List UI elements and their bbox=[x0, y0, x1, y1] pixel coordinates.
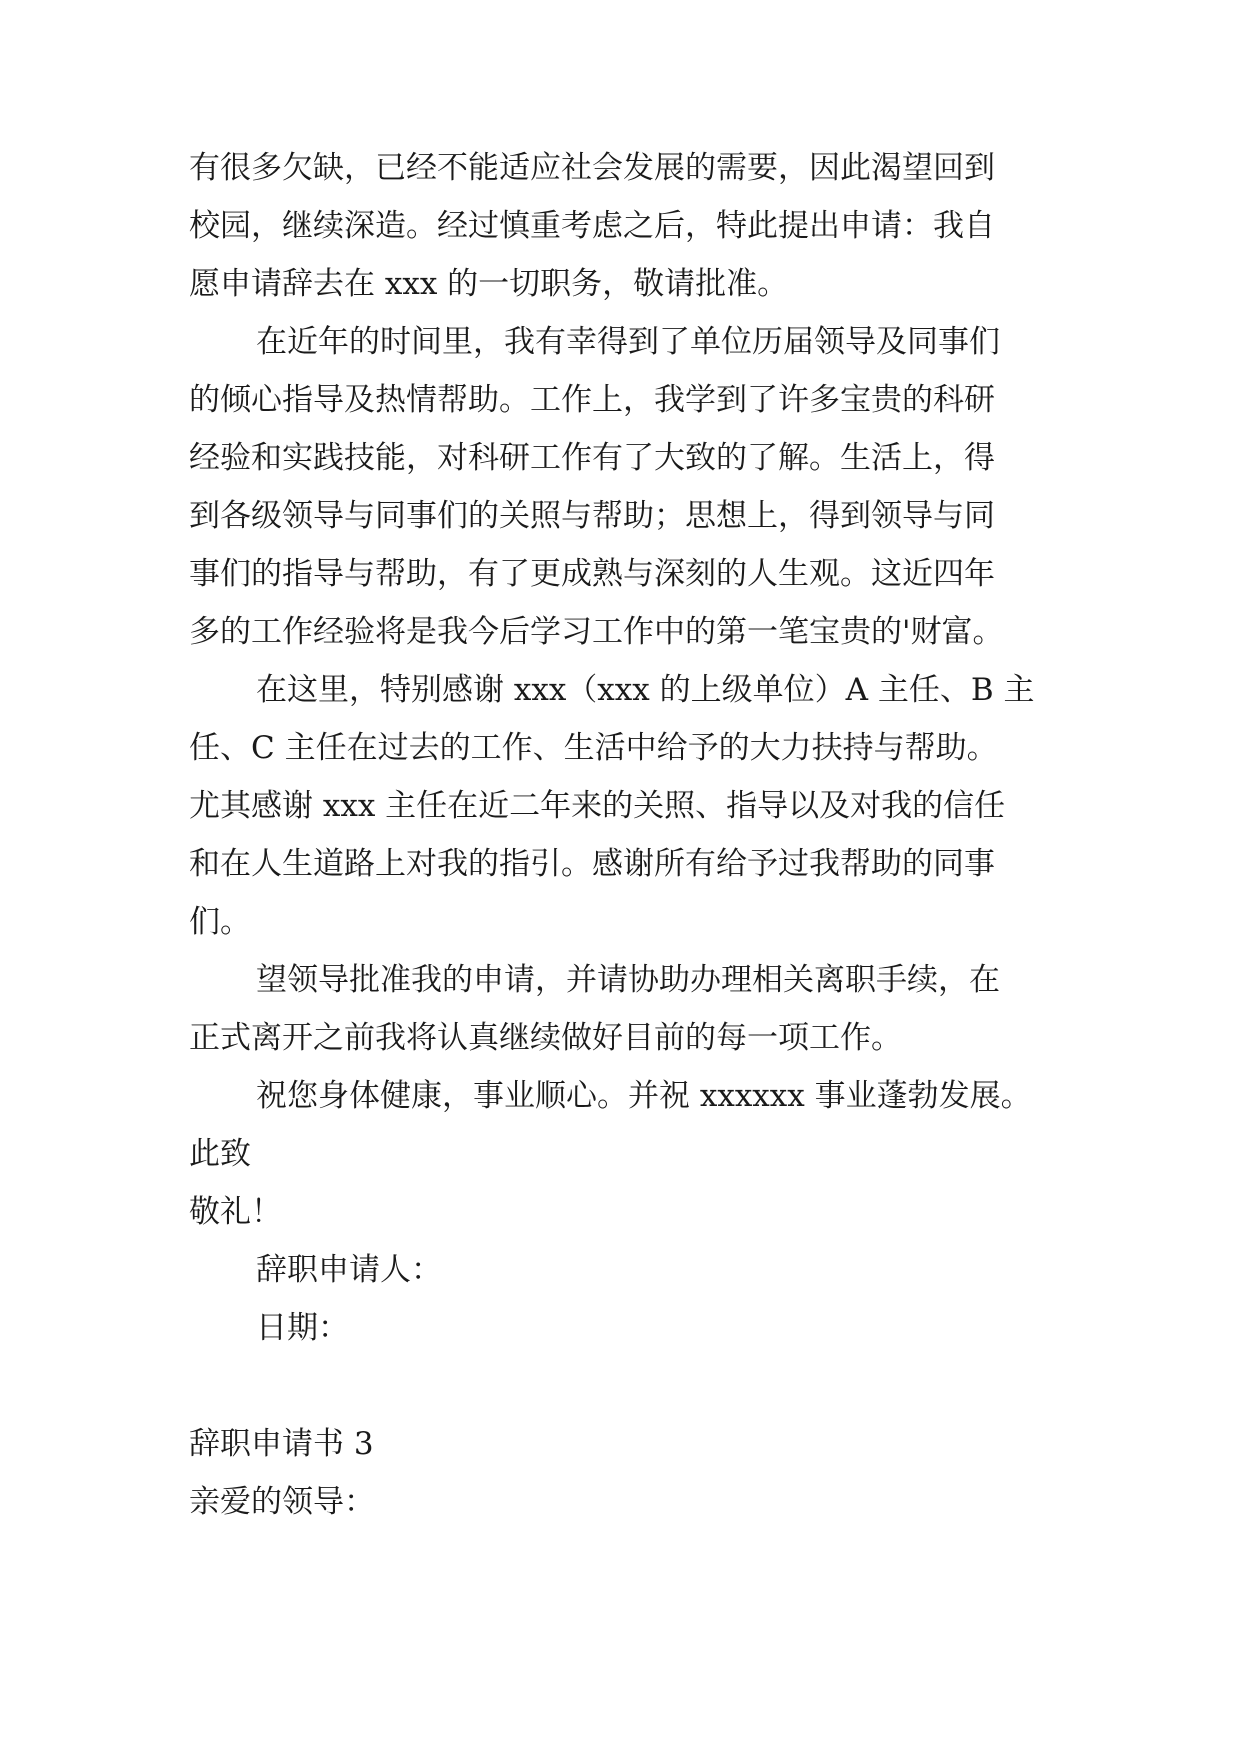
text-line: 事们的指导与帮助，有了更成熟与深刻的人生观。这近四年 bbox=[189, 556, 995, 592]
text-line: 校园，继续深造。经过慎重考虑之后，特此提出申请：我自 bbox=[189, 208, 995, 244]
greeting-line: 亲爱的领导： bbox=[189, 1484, 375, 1520]
text-line: 经验和实践技能，对科研工作有了大致的了解。生活上，得 bbox=[189, 440, 995, 476]
salutation-line: 此致 bbox=[189, 1136, 251, 1172]
text-line: 到各级领导与同事们的关照与帮助；思想上，得到领导与同 bbox=[189, 498, 995, 534]
paragraph-start-line: 望领导批准我的申请，并请协助办理相关离职手续，在 bbox=[256, 962, 1000, 998]
text-line: 尤其感谢 xxx 主任在近二年来的关照、指导以及对我的信任 bbox=[189, 788, 1006, 824]
text-line: 正式离开之前我将认真继续做好目前的每一项工作。 bbox=[189, 1020, 902, 1056]
text-line: 们。 bbox=[189, 904, 251, 940]
paragraph-start-line: 在近年的时间里，我有幸得到了单位历届领导及同事们 bbox=[256, 324, 1000, 360]
signature-label: 辞职申请人： bbox=[256, 1252, 442, 1288]
text-line: 多的工作经验将是我今后学习工作中的第一笔宝贵的'财富。 bbox=[189, 614, 1004, 650]
text-line: 的倾心指导及热情帮助。工作上，我学到了许多宝贵的科研 bbox=[189, 382, 995, 418]
section-title: 辞职申请书 3 bbox=[189, 1426, 374, 1462]
text-line: 有很多欠缺，已经不能适应社会发展的需要，因此渴望回到 bbox=[189, 150, 995, 186]
paragraph-start-line: 在这里，特别感谢 xxx（xxx 的上级单位）A 主任、B 主 bbox=[256, 672, 1035, 708]
text-line: 任、C 主任在过去的工作、生活中给予的大力扶持与帮助。 bbox=[189, 730, 998, 766]
date-label: 日期： bbox=[256, 1310, 349, 1346]
salutation-line: 敬礼！ bbox=[189, 1194, 282, 1230]
closing-wish-line: 祝您身体健康，事业顺心。并祝 xxxxxx 事业蓬勃发展。 bbox=[256, 1078, 1032, 1114]
text-line: 和在人生道路上对我的指引。感谢所有给予过我帮助的同事 bbox=[189, 846, 995, 882]
text-line: 愿申请辞去在 xxx 的一切职务，敬请批准。 bbox=[189, 266, 789, 302]
